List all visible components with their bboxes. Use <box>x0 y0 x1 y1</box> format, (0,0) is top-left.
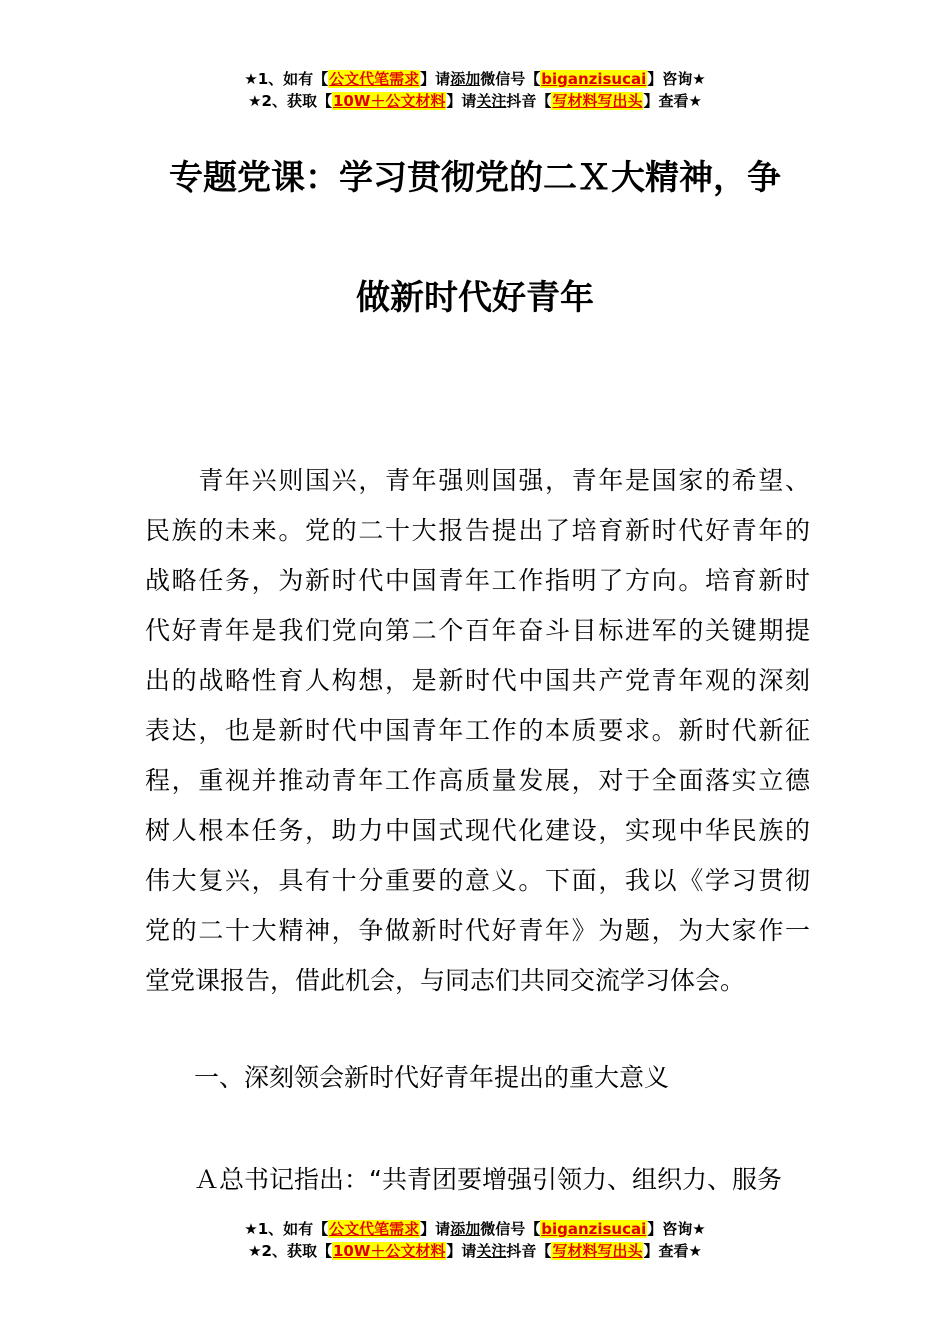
banner-text: 】咨询★ <box>647 70 706 88</box>
banner-text: ★2、获取【 <box>248 1242 332 1260</box>
banner-line-1 <box>0 1218 950 1240</box>
paragraph-line: 青年兴则国兴，青年强则国强，青年是国家的希望、 <box>145 466 810 495</box>
underlined-text: 添加 <box>450 1220 481 1238</box>
underlined-text: 添加 <box>450 70 481 88</box>
banner-text: ★1、如有【 <box>244 1220 329 1238</box>
paragraph-line: 伟大复兴，具有十分重要的意义。下面，我以《学习贯彻 <box>145 866 810 895</box>
banner-text: 】请 <box>420 70 451 88</box>
banner-line-2 <box>0 90 950 112</box>
banner-text: ★1、如有【 <box>244 70 329 88</box>
banner-text: 】查看★ <box>643 92 702 110</box>
banner-text: 微信号【 <box>480 70 541 88</box>
paragraph-line: 党的二十大精神，争做新时代好青年》为题，为大家作一 <box>145 916 810 945</box>
banner-line-1 <box>0 68 950 90</box>
paragraph-line: 出的战略性育人构想，是新时代中国共产党青年观的深刻 <box>145 666 810 695</box>
page-title-line-1: 专题党课：学习贯彻党的二Ｘ大精神，争 <box>169 158 781 198</box>
paragraph-line: 代好青年是我们党向第二个百年奋斗目标进军的关键期提 <box>145 616 810 645</box>
banner-text: 】咨询★ <box>647 1220 706 1238</box>
banner-text: 】请 <box>446 92 477 110</box>
banner-text: 】查看★ <box>643 1242 702 1260</box>
banner-text: 抖音【 <box>506 92 552 110</box>
banner-text: ★2、获取【 <box>248 92 332 110</box>
highlight-materials: 10W＋公文材料 <box>332 1242 446 1260</box>
highlight-materials: 10W＋公文材料 <box>332 92 446 110</box>
banner-text: 微信号【 <box>480 1220 541 1238</box>
highlight-wechat-id: biganzisucai <box>541 1220 647 1238</box>
banner-text: 】请 <box>420 1220 451 1238</box>
banner-line-2 <box>0 1240 950 1262</box>
paragraph-line: 堂党课报告，借此机会，与同志们共同交流学习体会。 <box>145 966 746 995</box>
paragraph-line: 表达，也是新时代中国青年工作的本质要求。新时代新征 <box>145 716 810 745</box>
body-paragraph <box>145 456 810 1006</box>
banner-text: 】请 <box>446 1242 477 1260</box>
paragraph-line: 树人根本任务，助力中国式现代化建设，实现中华民族的 <box>145 816 810 845</box>
highlight-service: 公文代笔需求 <box>329 70 420 88</box>
highlight-douyin: 写材料写出头 <box>552 92 643 110</box>
highlight-service: 公文代笔需求 <box>329 1220 420 1238</box>
page-title-line-2: 做新时代好青年 <box>356 278 594 318</box>
underlined-text: 关注 <box>476 1242 507 1260</box>
top-banner <box>0 68 950 112</box>
underlined-text: 关注 <box>476 92 507 110</box>
paragraph-line: 民族的未来。党的二十大报告提出了培育新时代好青年的 <box>145 516 810 545</box>
bottom-banner <box>0 1218 950 1262</box>
paragraph-line: 程，重视并推动青年工作高质量发展，对于全面落实立德 <box>145 766 810 795</box>
paragraph-line: 战略任务，为新时代中国青年工作指明了方向。培育新时 <box>145 566 810 595</box>
section-heading: 一、深刻领会新时代好青年提出的重大意义 <box>194 1063 670 1092</box>
quote-line: Ａ总书记指出：“共青团要增强引领力、组织力、服务 <box>194 1165 782 1194</box>
highlight-wechat-id: biganzisucai <box>541 70 647 88</box>
banner-text: 抖音【 <box>506 1242 552 1260</box>
highlight-douyin: 写材料写出头 <box>552 1242 643 1260</box>
